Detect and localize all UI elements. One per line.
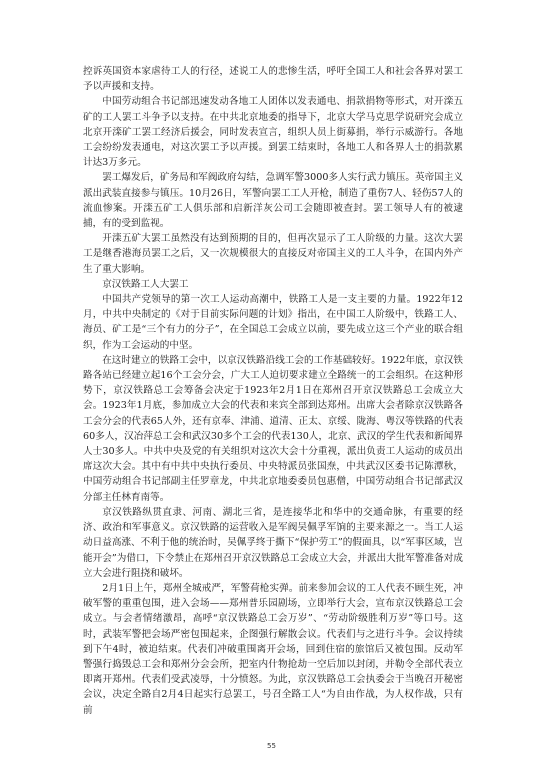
paragraph-railway-workers: 中国共产党领导的第一次工人运动高潮中，铁路工人是一支主要的力量。1922年12月，中共中央制定的《对于目前实际问题的计划》指出，在中国工人阶级中，铁路工人、海员、矿工是“三个有力的分子”，在全国总工会成立以前，要先成立这三个产业的联合组织，作为工会运动的中坚。 bbox=[83, 294, 463, 351]
paragraph-strike-support: 中国劳动组合书记部迅速发动各地工人团体以发表通电、捐款捐物等形式，对开滦五矿的工人罢工斗争予以支持。在中共北京地委的指导下，北京大学马克思学说研究会成立北京开滦矿工罢工经济后援会，同时发表宣言，组织人员上街募捐，举行示威游行。各地工会纷纷发表通电，对这次罢工予以声援。到罢工结束时，各地工人和各界人士的捐款累计达3万多元。 bbox=[83, 96, 463, 169]
paragraph-significance: 开滦五矿大罢工虽然没有达到预期的目的，但再次显示了工人阶级的力量。这次大罢工是继香港海员罢工之后，又一次规模很大的直接反对帝国主义的工人斗争，在国内外产生了重大影响。 bbox=[83, 233, 463, 275]
page-number: 55 bbox=[267, 742, 276, 750]
paragraph-feb-first: 2月1日上午，郑州全城戒严，军警荷枪实弹。前来参加会议的工人代表不顾生死，冲破军警的重重包围，进入会场——郑州普乐园剧场，立即举行大会，宣布京汉铁路总工会成立。与会者情绪激昂，高呼“京汉铁路总工会万岁”、“劳动阶级胜利万岁”等口号。这时，武装军警把会场严密包围起来，企图强行解散会议。代表们与之进行斗争。会议持续到下午4时，被迫结束。代表们冲破重围离开会场，回到住宿的旅馆后又被包围。反动军警强行捣毁总工会和郑州分会会所，把室内什物抢劫一空后加以封闭，并勒令全部代表立即离开郑州。代表们受武凌辱，十分愤怒。为此，京汉铁路总工会执委会于当晚召开秘密会议，决定全路自2月4日起实行总罢工，号召全路工人“为自由作战，为人权作战，只有前 bbox=[83, 582, 463, 716]
paragraph-union-congress: 在这时建立的铁路工会中，以京汉铁路沿线工会的工作基础较好。1922年底，京汉铁路各站已经建立起16个工会分会，广大工人迫切要求建立全路统一的工会组织。在这种形势下，京汉铁路总工会筹备会决定于1923年2月1日在郑州召开京汉铁路总工会成立大会。1923年1月底，参加成立大会的代表和来宾全部到达郑州。出席大会者除京汉铁路各工会分会的代表65人外，还有京奉、津浦、道清、正太、京绥、陇海、粤汉等铁路的代表60多人，汉冶萍总工会和武汉30多个工会的代表130人，北京、武汉的学生代表和新闻界人士30多人。中共中央及党的有关组织对这次大会十分重视，派出负责工人运动的成员出席这次大会。其中有中共中央执行委员、中央特派员张国焘，中共武汉区委书记陈潭秋，中国劳动组合书记部副主任罗章龙，中共北京地委委员包惠僧，中国劳动组合书记部武汉分部主任林育南等。 bbox=[83, 354, 463, 503]
paragraph-wu-peifu: 京汉铁路纵贯直隶、河南、湖北三省，是连接华北和华中的交通命脉，有重要的经济、政治和军事意义。京汉铁路的运营收入是军阀吴佩孚军饷的主要来源之一。当工人运动日益高涨、不利于他的统治时，吴佩孚终于撕下“保护劳工”的假面具，以“军事区域，岂能开会”为借口，下令禁止在郑州召开京汉铁路总工会成立大会，并派出大批军警准备对成立大会进行阻挠和破坏。 bbox=[83, 506, 463, 579]
paragraph-continued: 控诉英国资本家虐待工人的行径，述说工人的悲惨生活，呼吁全国工人和社会各界对罢工予以声援和支持。 bbox=[83, 66, 463, 93]
section-heading: 京汉铁路工人大罢工 bbox=[102, 278, 189, 290]
document-page bbox=[83, 64, 463, 718]
paragraph-suppression: 罢工爆发后，矿务局和军阀政府勾结，急调军警3000多人实行武力镇压。英帝国主义派出武装直接参与镇压。10月26日，军警向罢工工人开枪，制造了重伤7人、轻伤57人的流血惨案。开滦五矿工人俱乐部和启新洋灰公司工会随即被查封。罢工领导人有的被逮捕，有的受到监视。 bbox=[83, 172, 463, 230]
